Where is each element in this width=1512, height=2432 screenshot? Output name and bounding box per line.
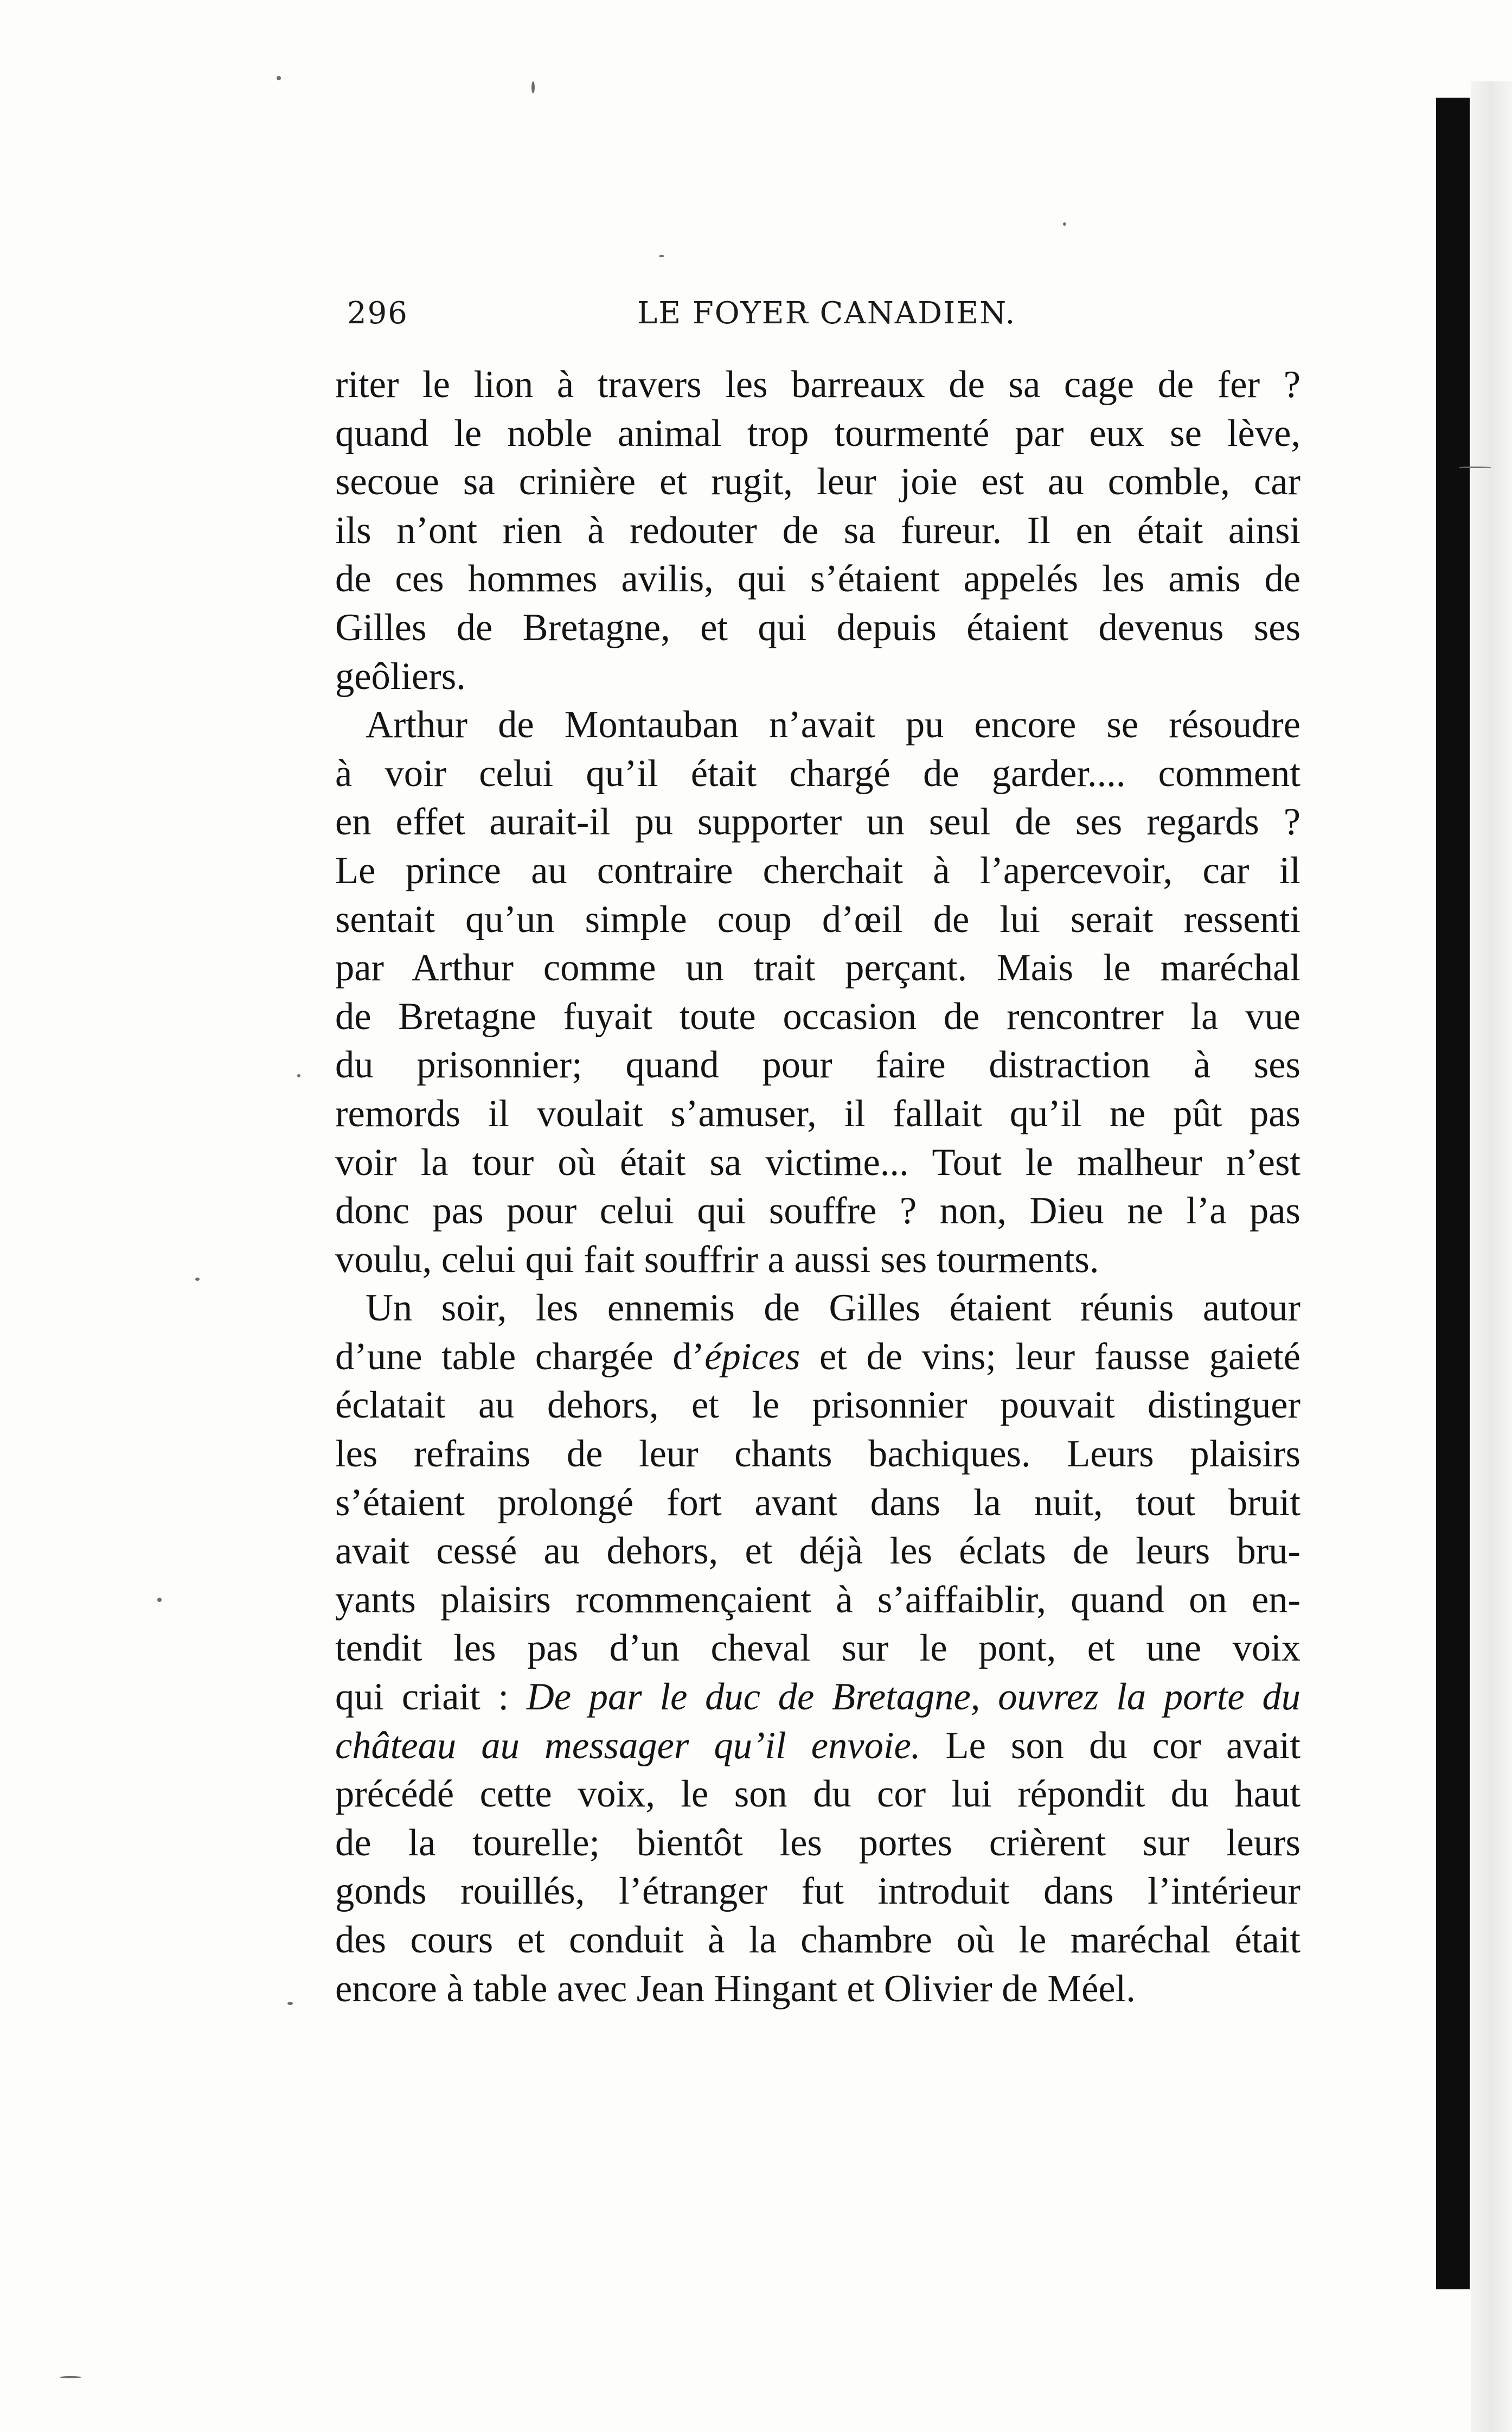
scan-speck [287, 2002, 293, 2005]
text-line: riter le lion à travers les barreaux de sa cage de fer ? [335, 363, 1300, 406]
text-line [335, 1673, 1300, 1722]
text-line: Un soir, les ennemis de Gilles étaient réunis autour [366, 1287, 1300, 1330]
text-run: qui criait : [335, 1676, 527, 1719]
text-line: s’étaient prolongé fort avant dans la nuit, tout bruit [335, 1481, 1300, 1524]
scan-speck [157, 1598, 162, 1602]
text-line [335, 1333, 1300, 1382]
scan-speck [277, 76, 281, 80]
text-line: de la tourelle; bientôt les portes crièrent sur leurs [335, 1821, 1300, 1864]
text-line: précédé cette voix, le son du cor lui répondit du haut [335, 1773, 1300, 1816]
text-line: voulu, celui qui fait souffrir a aussi ses tourments. [335, 1238, 1099, 1281]
text-line: du prisonnier; quand pour faire distraction à ses [335, 1044, 1300, 1087]
scan-speck [60, 2376, 81, 2378]
text-line: de ces hommes avilis, qui s’étaient appelés les amis de [335, 558, 1300, 601]
italic-text-run: De par le duc de Bretagne, ouvrez la porte du [526, 1676, 1300, 1719]
text-line: de Bretagne fuyait toute occasion de rencontrer la vue [335, 995, 1300, 1038]
scan-speck [195, 1278, 200, 1281]
text-line: Arthur de Montauban n’avait pu encore se résoudre [366, 704, 1300, 746]
text-line: en effet aurait-il pu supporter un seul de ses regards ? [335, 801, 1300, 844]
scan-speck [659, 255, 664, 257]
text-line: gonds rouillés, l’étranger fut introduit dans l’intérieur [335, 1870, 1300, 1913]
text-line: tendit les pas d’un cheval sur le pont, et une voix [335, 1627, 1300, 1670]
page-number: 296 [347, 296, 408, 331]
text-run: Le son du cor avait [920, 1724, 1300, 1767]
text-run: d’une table chargée d’ [335, 1335, 705, 1378]
page-edge-shadow [1471, 81, 1512, 2432]
text-line: par Arthur comme un trait perçant. Mais le maréchal [335, 947, 1300, 990]
scan-speck [531, 81, 535, 93]
italic-text-run: épices [704, 1335, 800, 1378]
text-run: et de vins; leur fausse gaieté [800, 1335, 1300, 1378]
text-line: éclatait au dehors, et le prisonnier pouvait distinguer [335, 1384, 1300, 1427]
text-line: avait cessé au dehors, et déjà les éclats de leurs bru- [335, 1530, 1300, 1573]
binding-shadow-bar [1436, 98, 1470, 2289]
text-line: geôliers. [335, 655, 466, 698]
running-title: LE FOYER CANADIEN. [637, 296, 1016, 331]
text-line: les refrains de leur chants bachiques. Leurs plaisirs [335, 1433, 1300, 1476]
text-line [335, 1722, 1300, 1771]
text-line: des cours et conduit à la chambre où le maréchal était [335, 1919, 1300, 1961]
text-line: remords il voulait s’amuser, il fallait qu’il ne pût pas [335, 1092, 1300, 1135]
italic-text-run: château au messager qu’il envoie. [335, 1724, 921, 1767]
text-line: quand le noble animal trop tourmenté par eux se lève, [335, 412, 1300, 455]
body-text [335, 361, 1300, 2013]
scan-speck [297, 1074, 300, 1077]
text-line: encore à table avec Jean Hingant et Olivier de Méel. [335, 1967, 1136, 2010]
running-head [347, 296, 1312, 344]
text-line: yants plaisirs rcommençaient à s’aiffaiblir, quand on en- [335, 1578, 1300, 1621]
scan-speck [1459, 467, 1491, 468]
text-line: Le prince au contraire cherchait à l’apercevoir, car il [335, 849, 1300, 892]
text-line: sentait qu’un simple coup d’œil de lui serait ressenti [335, 898, 1300, 941]
text-line: ils n’ont rien à redouter de sa fureur. Il en était ainsi [335, 509, 1300, 552]
text-line: voir la tour où était sa victime... Tout le malheur n’est [335, 1141, 1300, 1184]
text-line: donc pas pour celui qui souffre ? non, Dieu ne l’a pas [335, 1190, 1300, 1233]
text-line: Gilles de Bretagne, et qui depuis étaient devenus ses [335, 606, 1300, 649]
text-line: à voir celui qu’il était chargé de garder.... comment [335, 752, 1300, 795]
text-line: secoue sa crinière et rugit, leur joie est au comble, car [335, 461, 1300, 503]
scan-speck [1063, 222, 1066, 226]
